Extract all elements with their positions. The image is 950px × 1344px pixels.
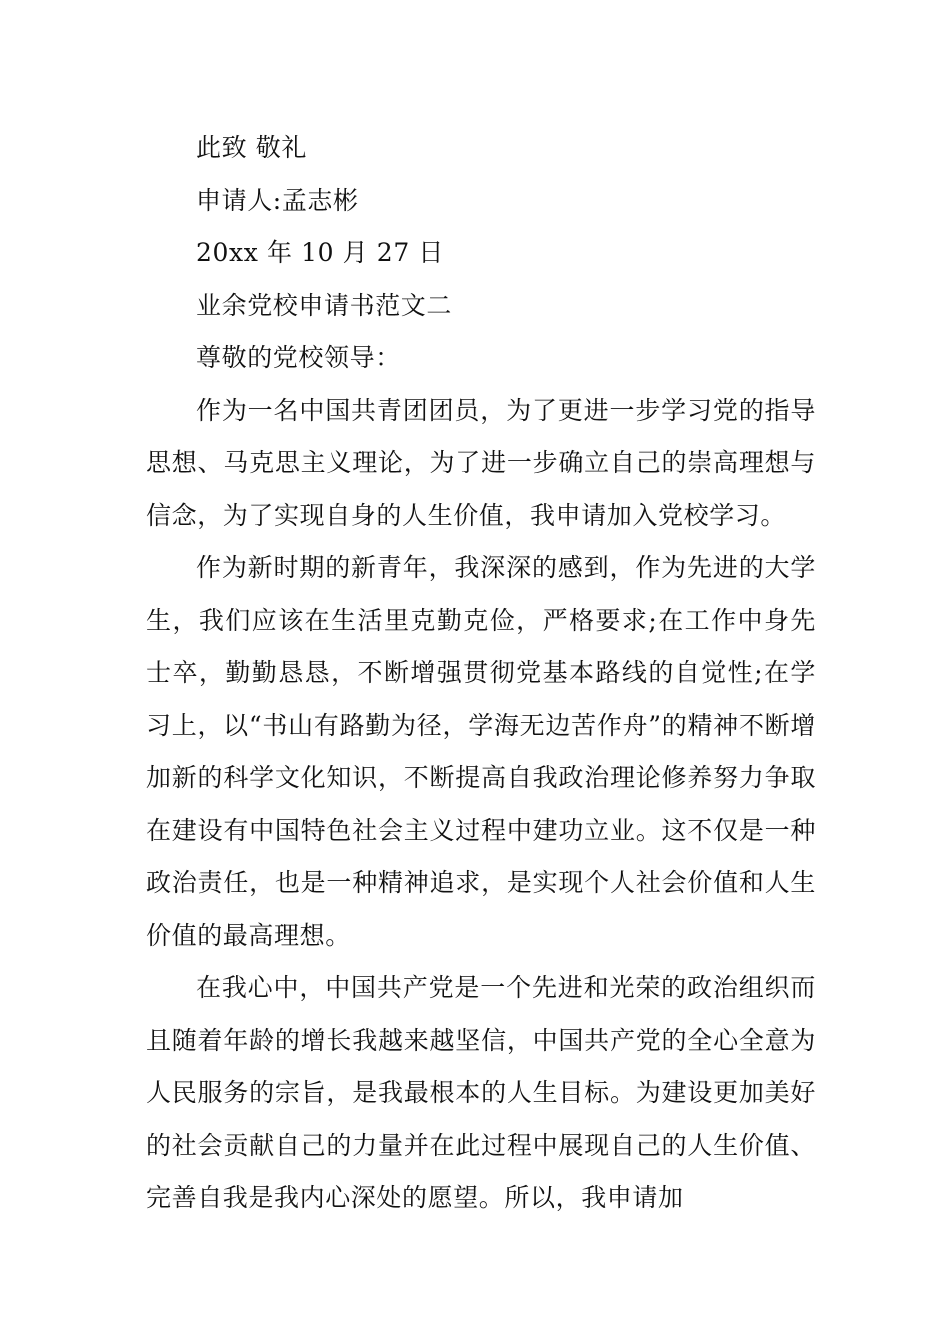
applicant-line: 申请人:孟志彬 (196, 185, 359, 215)
document-body (146, 122, 816, 1225)
salutation-line: 尊敬的党校领导： (196, 343, 401, 372)
body-paragraph-1: 作为一名中国共青团团员，为了更进一步学习党的指导思想、马克思主义理论，为了进一步确立自己的崇高理想与信念，为了实现自身的人生价值，我申请加入党校学习。 (146, 395, 816, 530)
section-title: 业余党校申请书范文二 (196, 290, 453, 320)
body-paragraph-3: 在我心中，中国共产党是一个先进和光荣的政治组织而且随着年龄的增长我越来越坚信，中国共产党的全心全意为人民服务的宗旨，是我最根本的人生目标。为建设更加美好的社会贡献自己的力量并在此过程中展现自己的人生价值、完善自我是我内心深处的愿望。所以，我申请加 (146, 973, 816, 1212)
body-paragraph-2: 作为新时期的新青年，我深深的感到，作为先进的大学生，我们应该在生活里克勤克俭，严格要求;在工作中身先士卒，勤勤恳恳，不断增强贯彻党基本路线的自觉性;在学习上，以“书山有路勤为径，学海无边苦作舟”的精神不断增加新的科学文化知识，不断提高自我政治理论修养努力争取在建设有中国特色社会主义过程中建功立业。这不仅是一种政治责任，也是一种精神追求，是实现个人社会价值和人生价值的最高理想。 (146, 553, 816, 950)
closing-line: 此致 敬礼 (196, 133, 307, 162)
date-line: 20xx 年 10 月 27 日 (196, 238, 444, 267)
